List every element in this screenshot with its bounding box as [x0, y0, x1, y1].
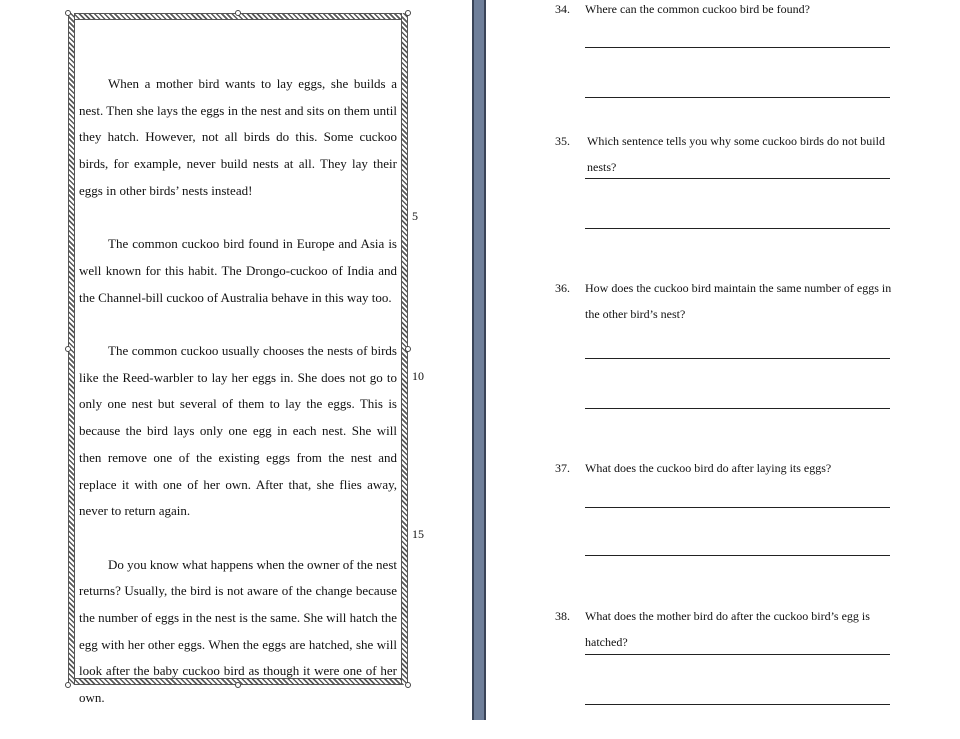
resize-handle-middle-right[interactable]: [405, 346, 411, 352]
answer-line[interactable]: [585, 704, 890, 705]
question-number: 38.: [555, 609, 570, 623]
question-number: 36.: [555, 281, 570, 295]
question-number: 34.: [555, 2, 570, 16]
resize-handle-top-left[interactable]: [65, 10, 71, 16]
passage-paragraph-2: The common cuckoo bird found in Europe and Asia is well known for this habit. The Drongo-cuckoo of India and the Channel-bill cuckoo of Australia behave in this way too.: [79, 236, 397, 305]
passage-text: [79, 71, 397, 739]
answer-line[interactable]: [585, 654, 890, 655]
resize-handle-bottom-left[interactable]: [65, 682, 71, 688]
question-number: 35.: [555, 134, 570, 148]
answer-line[interactable]: [585, 47, 890, 48]
answer-line[interactable]: [585, 555, 890, 556]
question-text: What does the cuckoo bird do after laying its eggs?: [585, 461, 832, 475]
line-number-5: 5: [412, 209, 418, 223]
answer-line[interactable]: [585, 507, 890, 508]
left-page: [0, 0, 472, 720]
right-page: [486, 0, 960, 720]
question-text: Where can the common cuckoo bird be found?: [585, 2, 810, 16]
answer-line[interactable]: [585, 97, 890, 98]
answer-line[interactable]: [585, 358, 890, 359]
question-text: How does the cuckoo bird maintain the same number of eggs in the other bird’s nest?: [585, 281, 892, 321]
answer-line[interactable]: [585, 228, 890, 229]
line-number-10: 10: [412, 369, 424, 383]
resize-handle-bottom-right[interactable]: [405, 682, 411, 688]
resize-handle-top-middle[interactable]: [235, 10, 241, 16]
passage-paragraph-4: Do you know what happens when the owner of the nest returns? Usually, the bird is not aware of the change because the number of eggs in the nest is the same. She will hatch the egg with her other eggs. When the eggs are hatched, she will look after the baby cuckoo bird as though it were one of her own.: [79, 556, 397, 706]
answer-line[interactable]: [585, 178, 890, 179]
passage-paragraph-3: The common cuckoo usually chooses the nests of birds like the Reed-warbler to lay her eggs in. She does not go to only one nest but several of them to lay the eggs. This is because the bird lays only one egg in each nest. She will then remove one of the existing eggs from the nest and replace it with one of her own. After that, she flies away, never to return again.: [79, 343, 397, 519]
answer-line[interactable]: [585, 408, 890, 409]
question-text: What does the mother bird do after the cuckoo bird’s egg is hatched?: [585, 609, 870, 649]
resize-handle-top-right[interactable]: [405, 10, 411, 16]
resize-handle-middle-left[interactable]: [65, 346, 71, 352]
passage-paragraph-1: When a mother bird wants to lay eggs, she builds a nest. Then she lays the eggs in the nest and sits on them until they hatch. However, not all birds do this. Some cuckoo birds, for example, never build nests at all. They lay their eggs in other birds’ nests instead!: [79, 76, 397, 198]
question-number: 37.: [555, 461, 570, 475]
line-number-15: 15: [412, 527, 424, 541]
page-separator: [472, 0, 486, 720]
question-text: Which sentence tells you why some cuckoo birds do not build nests?: [587, 134, 885, 174]
